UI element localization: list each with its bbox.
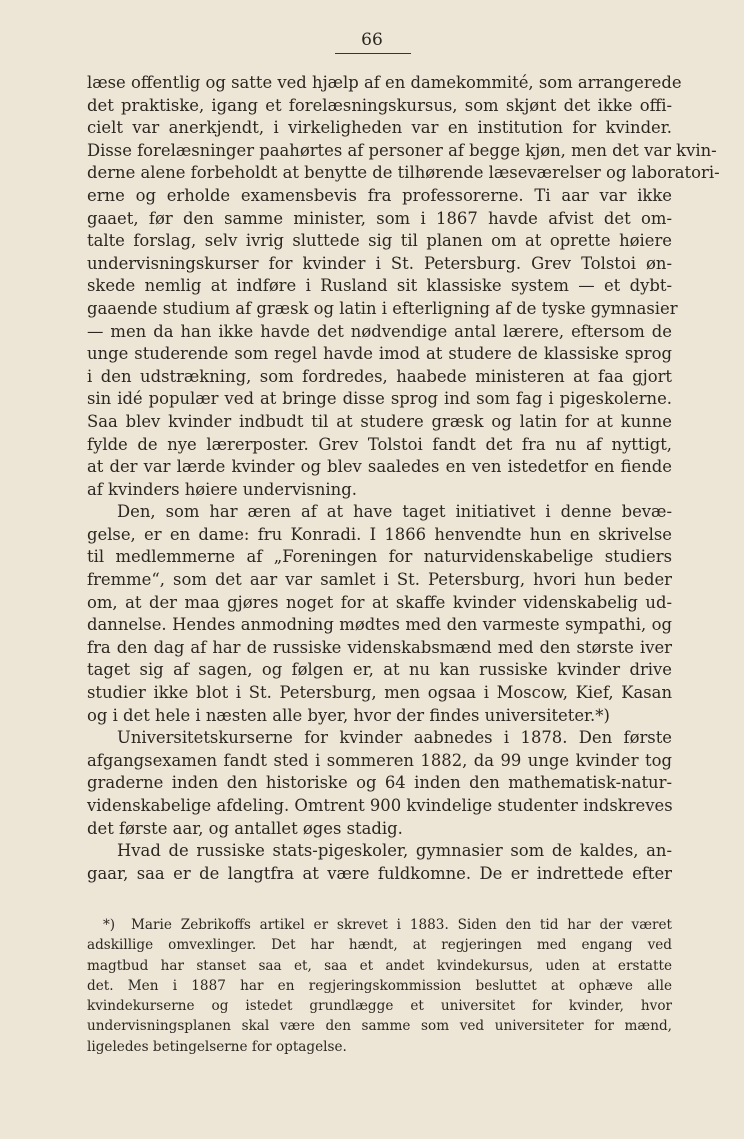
text-line: talte forslag, selv ivrig sluttede sig til planen om at oprette høiere [87,231,672,251]
footnote-line: kvindekurserne og istedet grundlægge et universitet for kvinder, hvor [87,998,672,1015]
footnote-line: Marie Zebrikoffs artikel er skrevet i 1883. Siden den tid har der været [131,917,672,933]
text-line: studier ikke blot i St. Petersburg, men ogsaa i Moscow, Kief, Kasan [87,683,672,703]
text-line: Saa blev kvinder indbudt til at studere græsk og latin for at kunne [87,411,672,431]
text-line: og i det hele i næsten alle byer, hvor der findes universiteter.*) [87,705,610,725]
text-line: graderne inden den historiske og 64 inden den mathematisk-natur- [87,773,672,793]
text-line: — men da han ikke havde det nødvendige antal lærere, eftersom de [87,321,672,341]
text-line: cielt var anerkjendt, i virkeligheden var en institution for kvinder. [87,118,672,138]
text-line: gaar, saa er de langtfra at være fuldkomne. De er indrettede efter [87,863,672,883]
text-line: afgangsexamen fandt sted i sommeren 1882, da 99 unge kvinder tog [87,750,672,770]
page-number: 66 [361,30,383,50]
text-line: undervisningskurser for kvinder i St. Petersburg. Grev Tolstoi øn- [87,253,672,273]
text-line: dannelse. Hendes anmodning mødtes med den varmeste sympathi, og [87,615,672,635]
footnote-line: adskillige omvexlinger. Det har hændt, at regjeringen med engang ved [87,937,672,954]
footnote-body [131,915,672,935]
text-line: læse offentlig og satte ved hjælp af en damekommité, som arrangerede [87,73,682,92]
footnote-line: ligeledes betingelserne for optagelse. [87,1038,347,1055]
footnote-marker: *) [103,917,116,933]
text-line: om, at der maa gjøres noget for at skaffe kvinder videnskabelig ud- [87,592,672,612]
text-line: gelse, er en dame: fru Konradi. I 1866 henvendte hun en skrivelse [87,524,672,544]
page-number-rule [335,53,411,54]
footnote-line: magtbud har stanset saa et, saa et andet kvindekursus, uden at erstatte [87,957,672,974]
main-text [87,72,720,885]
text-line: unge studerende som regel havde imod at studere de klassiske sprog [87,344,672,364]
text-line: Hvad de russiske stats-pigeskoler, gymnasier som de kaldes, an- [117,841,672,861]
text-line: Den, som har æren af at have taget initiativet i denne bevæ- [117,502,672,522]
text-line: taget sig af sagen, og følgen er, at nu kan russiske kvinder drive [87,660,672,680]
text-line: Universitetskurserne for kvinder aabnedes i 1878. Den første [117,728,672,748]
text-line: fremme“, som det aar var samlet i St. Petersburg, hvori hun beder [87,570,672,590]
text-line: fylde de nye lærerposter. Grev Tolstoi fandt det fra nu af nyttigt, [87,434,672,454]
text-line: sin idé populær ved at bringe disse sprog ind som fag i pigeskolerne. [87,389,672,409]
text-line: skede nemlig at indføre i Rusland sit klassiske system — et dybt- [87,276,672,296]
text-line: gaaende studium af græsk og latin i efterligning af de tyske gymnasier [87,298,678,318]
text-line: Disse forelæsninger paahørtes af personer af begge kjøn, men det var kvin- [87,140,717,160]
text-line: i den udstrækning, som fordredes, haabede ministeren at faa gjort [87,366,672,386]
text-line: at der var lærde kvinder og blev saaledes en ven istedetfor en fiende [87,457,672,477]
text-line: derne alene forbeholdt at benytte de tilhørende læseværelser og laboratori- [87,163,720,183]
text-line: fra den dag af har de russiske videnskabsmænd med den største iver [87,637,672,657]
footnote-line: det. Men i 1887 har en regjeringskommission besluttet at ophæve alle [87,977,672,994]
text-line: af kvinders høiere undervisning. [87,479,357,499]
text-line: erne og erholde examensbevis fra professorerne. Ti aar var ikke [87,185,672,205]
text-line: videnskabelige afdeling. Omtrent 900 kvindelige studenter indskreves [87,796,673,815]
text-line: til medlemmerne af „Foreningen for naturvidenskabelige studiers [87,547,672,567]
text-line: det første aar, og antallet øges stadig. [87,818,403,838]
text-line: gaaet, før den samme minister, som i 1867 havde afvist det om- [87,208,672,228]
footnotes [87,915,672,1057]
footnote-line: undervisningsplanen skal være den samme som ved universiteter for mænd, [87,1018,672,1035]
text-line: det praktiske, igang et forelæsningskursus, som skjønt det ikke offi- [87,95,672,115]
